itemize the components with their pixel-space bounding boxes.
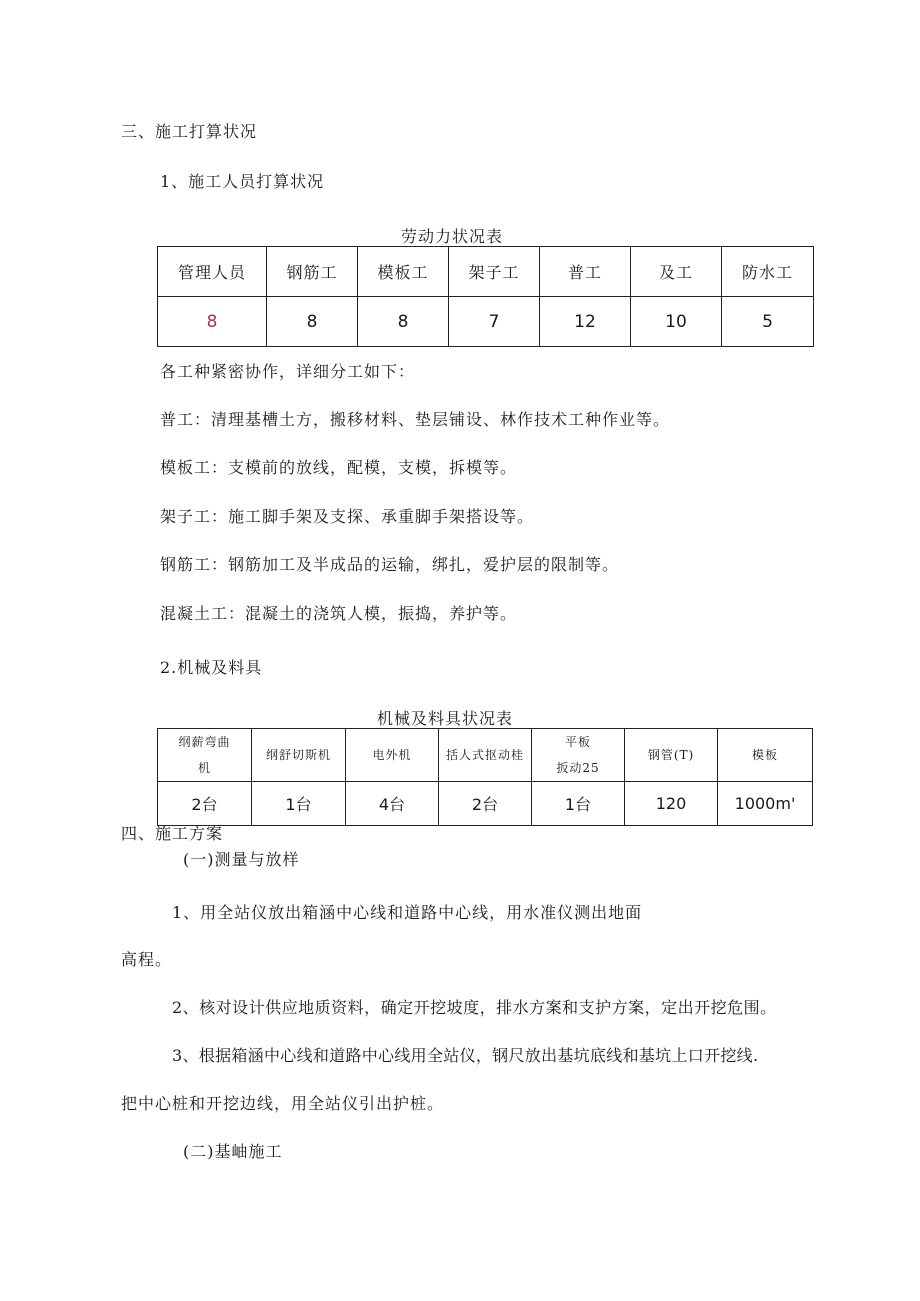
machine-header-cell: 纲舒切斯机 [252, 729, 346, 782]
machine-table-value-row [158, 782, 813, 826]
machine-value-cell: 120 [625, 782, 718, 826]
part-1-paragraph-1: 1、用全站仪放出箱涵中心线和道路中心线，用水准仪测出地面 [172, 903, 643, 922]
part-2-title: (二)基岫施工 [183, 1142, 283, 1161]
labor-header-cell: 架子工 [449, 247, 540, 297]
machine-table [157, 728, 813, 826]
labor-header-cell: 管理人员 [158, 247, 267, 297]
machine-value-cell: 2台 [158, 782, 252, 826]
labor-table-caption: 劳动力状况表 [401, 227, 504, 246]
labor-header-cell: 及工 [631, 247, 722, 297]
subsection-2-title: 2.机械及料具 [160, 658, 263, 677]
part-1-paragraph-3: 3、根据箱涵中心线和道路中心线用全站仪，钢尺放出基坑底线和基坑上口开挖线. [172, 1046, 759, 1065]
division-item: 混凝土工：混凝土的浇筑人模，振捣，养护等。 [160, 604, 518, 623]
machine-value-cell: 4台 [346, 782, 439, 826]
part-1-paragraph-2: 2、核对设计供应地质资料，确定开挖坡度，排水方案和支护方案，定出开挖危围。 [172, 998, 777, 1017]
labor-header-cell: 普工 [540, 247, 631, 297]
subsection-1-title: 1、施工人员打算状况 [160, 172, 325, 191]
labor-value-cell: 10 [631, 297, 722, 347]
machine-header-cell: 电外机 [346, 729, 439, 782]
division-intro: 各工种紧密协作，详细分工如下： [160, 362, 416, 381]
section-3-title: 三、施工打算状况 [121, 122, 258, 141]
part-1-paragraph-1-cont: 高程。 [121, 950, 173, 969]
labor-value-cell: 8 [358, 297, 449, 347]
labor-table-header-row [158, 247, 814, 297]
labor-value-cell: 8 [158, 297, 267, 347]
division-item: 架子工：施工脚手架及支探、承重脚手架搭设等。 [160, 507, 535, 526]
machine-header-cell: 括人式抠动桂 [439, 729, 532, 782]
part-1-paragraph-3-cont: 把中心桩和开挖边线，用全站仪引出护桩。 [121, 1094, 445, 1113]
machine-header-cell: 钢管(T) [625, 729, 718, 782]
section-4-title: 四、施工方案 [121, 824, 224, 843]
machine-table-header-row [158, 729, 813, 782]
labor-table-value-row [158, 297, 814, 347]
part-1-title: (一)测量与放样 [183, 850, 300, 869]
machine-value-cell: 2台 [439, 782, 532, 826]
labor-value-cell: 7 [449, 297, 540, 347]
labor-value-cell: 5 [722, 297, 814, 347]
labor-value-cell: 8 [267, 297, 358, 347]
machine-header-cell: 纲薪弯曲 机 [158, 729, 252, 782]
labor-table [157, 246, 814, 347]
labor-value-cell: 12 [540, 297, 631, 347]
machine-value-cell: 1台 [252, 782, 346, 826]
machine-header-cell: 平板 扳动25 [532, 729, 625, 782]
labor-header-cell: 防水工 [722, 247, 814, 297]
machine-table-caption: 机械及料具状况表 [377, 709, 514, 728]
labor-header-cell: 模板工 [358, 247, 449, 297]
division-item: 普工：清理基槽土方，搬移材料、垫层铺设、林作技术工种作业等。 [160, 410, 671, 429]
machine-value-cell: 1000m' [718, 782, 813, 826]
labor-header-cell: 钢筋工 [267, 247, 358, 297]
machine-header-cell: 模板 [718, 729, 813, 782]
machine-value-cell: 1台 [532, 782, 625, 826]
division-item: 钢筋工：钢筋加工及半成品的运输，绑扎，爱护层的限制等。 [160, 555, 620, 574]
division-item: 模板工：支模前的放线，配模，支模，拆模等。 [160, 458, 518, 477]
